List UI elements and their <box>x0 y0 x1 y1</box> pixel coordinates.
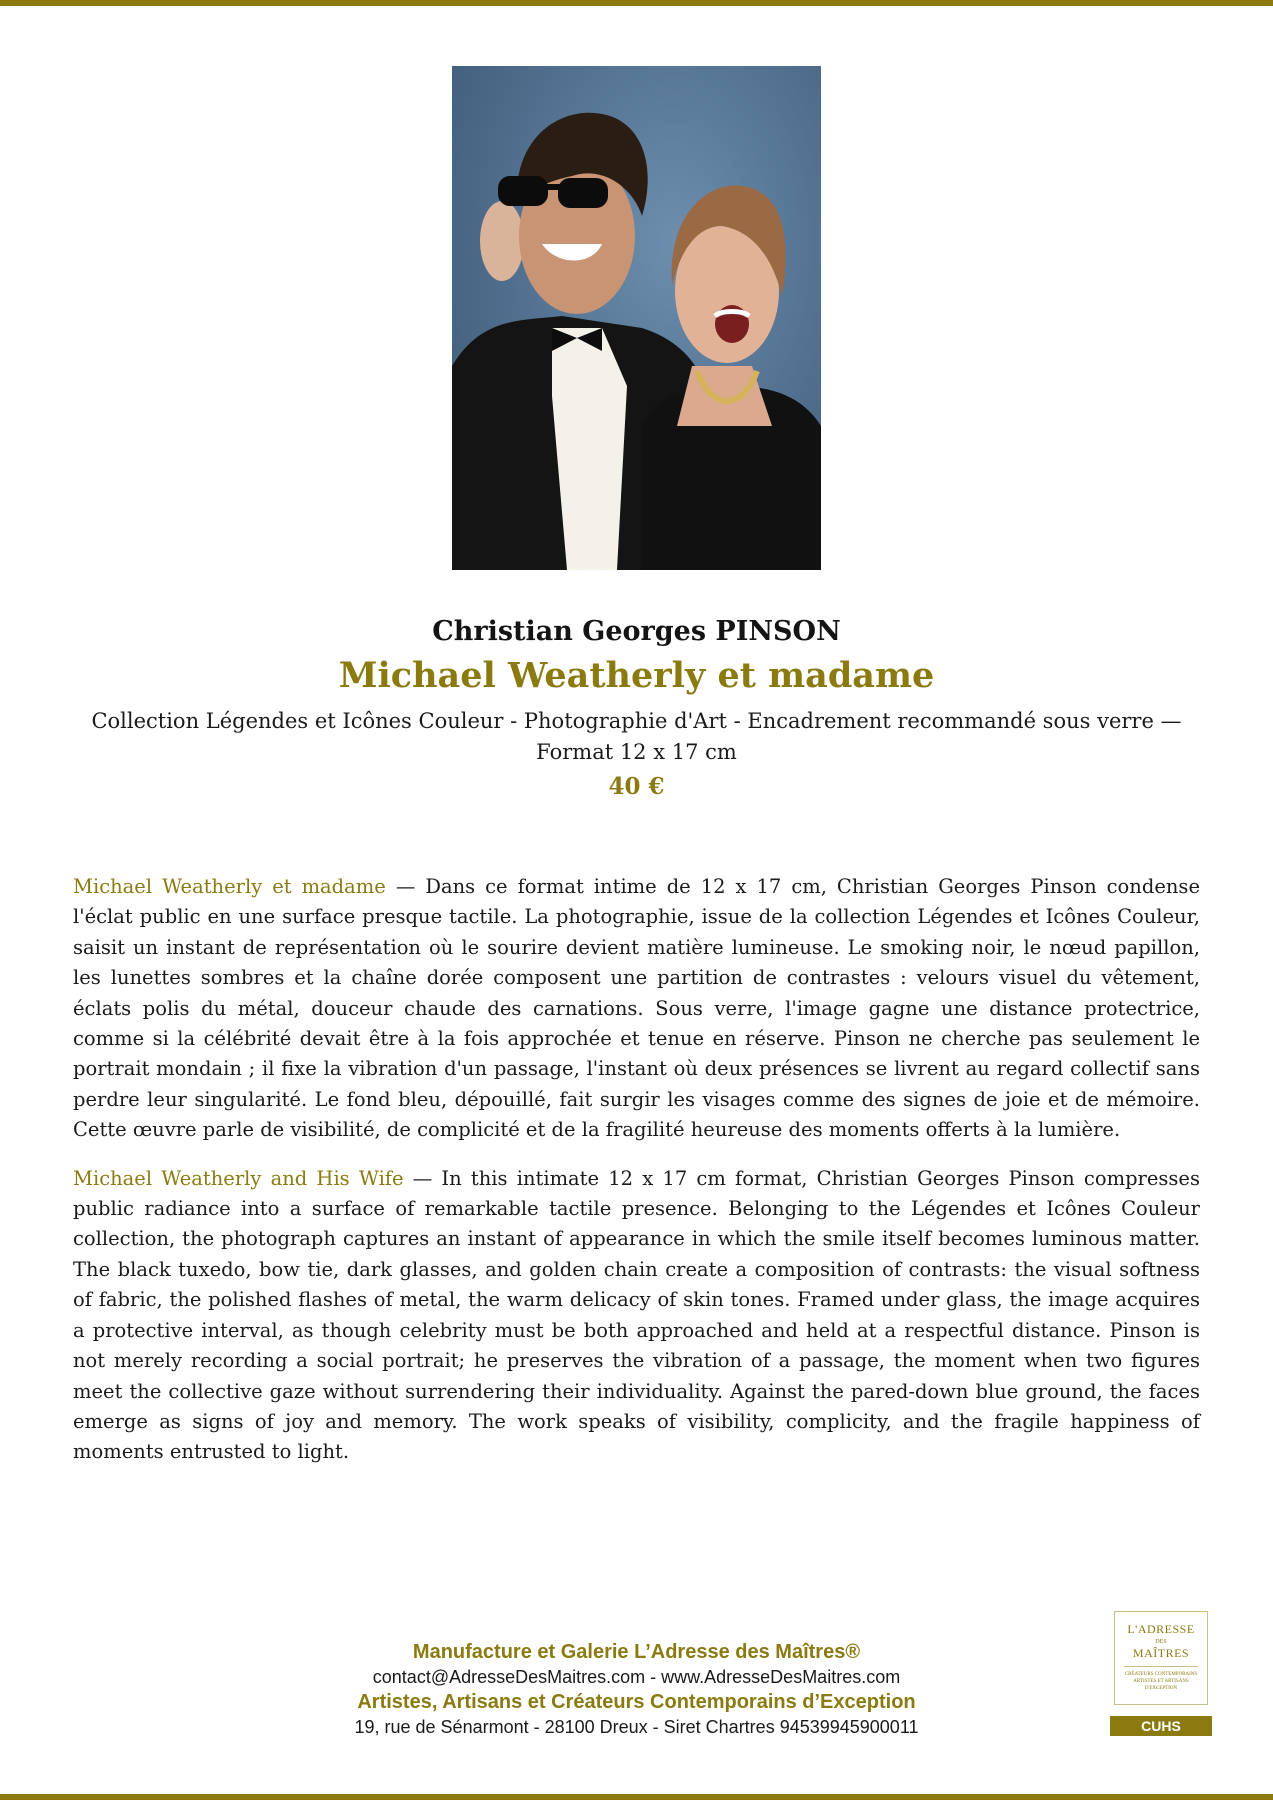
artwork-description: Collection Légendes et Icônes Couleur - Photographie d'Art - Encadrement recommandé sous verre — Format 12 x 17 cm <box>91 709 1182 764</box>
english-paragraph <box>73 1164 1200 1468</box>
english-lead: Michael Weatherly and His Wife <box>73 1166 404 1190</box>
logo-line-3: MAÎTRES <box>1132 1646 1190 1660</box>
french-paragraph <box>73 872 1200 1146</box>
french-lead: Michael Weatherly et madame <box>73 875 386 898</box>
gallery-logo <box>1114 1611 1208 1705</box>
artwork-text <box>73 872 1200 1486</box>
artwork-price: 40 € <box>608 773 665 800</box>
logo-line-2: DES <box>1155 1639 1167 1645</box>
logo-line-1: L'ADRESSE <box>1127 1622 1195 1636</box>
logo-badge: CUHS <box>1110 1716 1212 1736</box>
footer <box>0 1640 1273 1740</box>
logo-divider <box>1124 1666 1198 1667</box>
footer-tagline: Artistes, Artisans et Créateurs Contemporains d’Exception <box>357 1691 916 1713</box>
artwork-header <box>0 612 1273 804</box>
footer-company: Manufacture et Galerie L’Adresse des Maîtres® <box>412 1641 861 1663</box>
footer-contact: contact@AdresseDesMaitres.com - www.AdresseDesMaitres.com <box>372 1667 901 1687</box>
logo-line-4: CRÉATEURS CONTEMPORAINS ARTISTES ET ARTISANS D'EXCEPTION <box>1124 1672 1198 1691</box>
artwork-title: Michael Weatherly et madame <box>338 655 935 696</box>
english-body: — In this intimate 12 x 17 cm format, Christian Georges Pinson compresses public radiance into a surface of remarkable tactile presence. Belonging to the Légendes et Icônes Couleur collection, the photograph captures an instant of appearance in which the smile itself becomes luminous matter. The black tuxedo, bow tie, dark glasses, and golden chain create a composition of contrasts: the visual softness of fabric, the polished flashes of metal, the warm delicacy of skin tones. Framed under glass, the image acquires a protective interval, as though celebrity must be both approached and held at a respectful distance. Pinson is not merely recording a social portrait; he preserves the vibration of a passage, the moment when two figures meet the collective gaze without surrendering their individuality. Against the pared-down blue ground, the faces emerge as signs of joy and memory. The work speaks of visibility, complicity, and the fragile happiness of moments entrusted to light. <box>73 1166 1200 1464</box>
artist-name: Christian Georges PINSON <box>432 616 841 647</box>
bottom-border <box>0 1794 1273 1800</box>
french-body: — Dans ce format intime de 12 x 17 cm, Christian Georges Pinson condense l'éclat public en une surface presque tactile. La photographie, issue de la collection Légendes et Icônes Couleur, saisit un instant de représentation où le sourire devient matière lumineuse. Le smoking noir, le nœud papillon, les lunettes sombres et la chaîne dorée composent une partition de contrastes : velours visuel du vêtement, éclats polis du métal, douceur chaude des carnations. Sous verre, l'image gagne une distance protectrice, comme si la célébrité devait être à la fois approchée et tenue en réserve. Pinson ne cherche pas seulement le portrait mondain ; il fixe la vibration d'un passage, l'instant où deux présences se livrent au regard collectif sans perdre leur singularité. Le fond bleu, dépouillé, fait surgir les visages comme des signes de joie et de mémoire. Cette œuvre parle de visibilité, de complicité et de la fragilité heureuse des moments offerts à la lumière. <box>73 875 1200 1142</box>
artwork-photo <box>452 66 821 570</box>
top-border <box>0 0 1273 6</box>
footer-address: 19, rue de Sénarmont - 28100 Dreux - Siret Chartres 94539945900011 <box>354 1717 919 1737</box>
